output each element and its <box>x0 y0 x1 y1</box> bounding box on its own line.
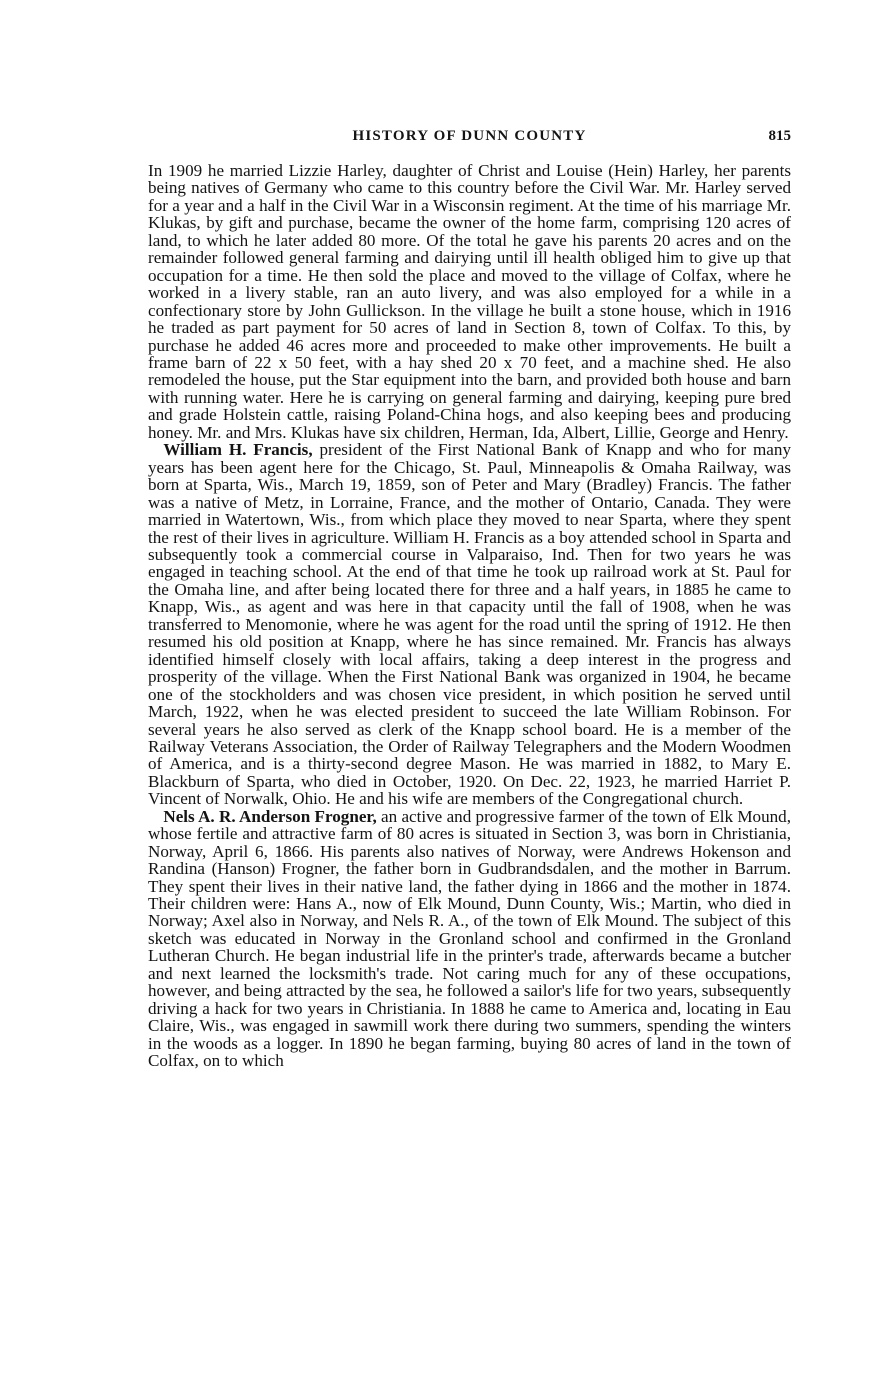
biography-name: William H. Francis, <box>163 440 313 460</box>
page-number: 815 <box>768 128 791 144</box>
paragraph-text: an active and progressive farmer of the town of Elk Mound, whose fertile and attractive farm of 80 acres is situated in Section 3, was born in Christiania, Norway, April 6, 1866. His parents also natives of Norway, were Andrews Hokenson and Randina (Hanson) Frogner, the father born in Gudbrandsdalen, and the mother in Barrum. They spent their lives in their native land, the father dying in 1866 and the mother in 1874. Their children were: Hans A., now of Elk Mound, Dunn County, Wis.; Martin, who died in Norway; Axel also in Norway, and Nels R. A., of the town of Elk Mound. The subject of this sketch was educated in Norway in the Gronland school and confirmed in the Gronland Lutheran Church. He began industrial life in the printer's trade, afterwards became a butcher and next learned the locksmith's trade. Not caring much for any of these occupations, however, and being attracted by the sea, he followed a sailor's life for two years, subsequently driving a hack for two years in Christiania. In 1888 he came to America and, locating in Eau Claire, Wis., was engaged in sawmill work there during two summers, spending the winters in the woods as a logger. In 1890 he began farming, buying 80 acres of land in the town of Colfax, on to which <box>148 806 791 1071</box>
paragraph-francis <box>148 441 791 808</box>
biography-name: Nels A. R. Anderson Frogner, <box>163 806 377 826</box>
paragraph-frogner <box>148 808 791 1070</box>
paragraph-text: president of the First National Bank of Knapp and who for many years has been agent here for the Chicago, St. Paul, Minneapolis & Omaha Railway, was born at Sparta, Wis., March 19, 1859, son of Peter and Mary (Bradley) Francis. The father was a native of Metz, in Lorraine, France, and the mother of Ontario, Canada. They were married in Watertown, Wis., from which place they moved to near Sparta, where they spent the rest of their lives in agriculture. William H. Francis as a boy attended school in Sparta and subsequently took a commercial course in Valparaiso, Ind. Then for two years he was engaged in teaching school. At the end of that time he took up railroad work at St. Paul for the Omaha line, and after being located there for three and a half years, in 1885 he came to Knapp, Wis., as agent and was here in that capacity until the fall of 1908, when he was transferred to Menomonie, where he was agent for the road until the spring of 1912. He then resumed his old position at Knapp, where he has since remained. Mr. Francis has always identified himself closely with local affairs, taking a deep interest in the progress and prosperity of the village. When the First National Bank was organized in 1904, he became one of the stockholders and was chosen vice president, in which position he served until March, 1922, when he was elected president to succeed the late William Robinson. For several years he also served as clerk of the Knapp school board. He is a member of the Railway Veterans Association, the Order of Railway Telegraphers and the Modern Woodmen of America, and is a thirty-second degree Mason. He was married in 1882, to Mary E. Blackburn of Sparta, who died in October, 1920. On Dec. 22, 1923, he married Harriet P. Vincent of Norwalk, Ohio. He and his wife are members of the Congregational church. <box>148 440 791 809</box>
body-text <box>148 162 791 1070</box>
running-head: HISTORY OF DUNN COUNTY <box>352 128 587 144</box>
page-header <box>148 128 791 152</box>
paragraph-text: In 1909 he married Lizzie Harley, daughter of Christ and Louise (Hein) Harley, her parents being natives of Germany who came to this country before the Civil War. Mr. Harley served for a year and a half in the Civil War in a Wisconsin regiment. At the time of his marriage Mr. Klukas, by gift and purchase, became the owner of the home farm, comprising 120 acres of land, to which he later added 80 more. Of the total he gave his parents 20 acres and on the remainder followed general farming and dairying until ill health obliged him to give up that occupation for a time. He then sold the place and moved to the village of Colfax, where he worked in a livery stable, ran an auto livery, and was also employed for a while in a confectionary store by John Gullickson. In the village he built a stone house, which in 1916 he traded as part payment for 50 acres of land in Section 8, town of Colfax. To this, by purchase he added 46 acres more and proceeded to make other improvements. He built a frame barn of 22 x 50 feet, with a hay shed 20 x 70 feet, and a machine shed. He also remodeled the house, put the Star equipment into the barn, and provided both house and barn with running water. Here he is carrying on general farming and dairying, keeping pure bred and grade Holstein cattle, raising Poland-China hogs, and also keeping bees and producing honey. Mr. and Mrs. Klukas have six children, Herman, Ida, Albert, Lillie, George and Henry. <box>148 161 791 442</box>
paragraph-klukas <box>148 162 791 441</box>
